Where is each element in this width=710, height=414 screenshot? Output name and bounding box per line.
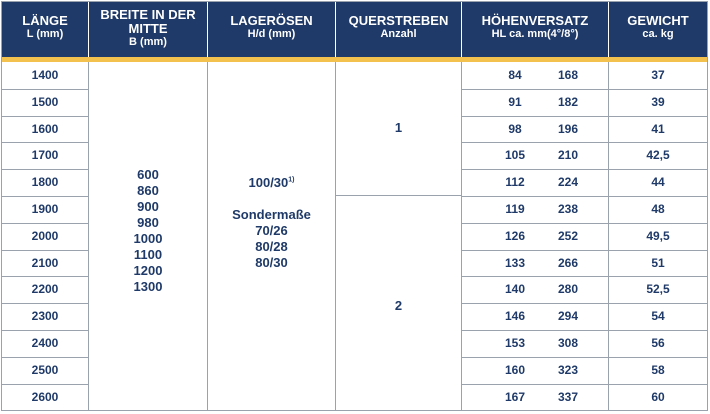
table-header xyxy=(2,2,707,57)
hl8-cell: 308 xyxy=(557,336,579,350)
header-accent-bar xyxy=(2,57,707,62)
laenge-cell: 2200 xyxy=(31,282,59,297)
lageroesen-special-value: 70/26 xyxy=(255,223,288,238)
lageroesen-special-title: Sondermaße xyxy=(232,207,311,222)
breite-value: 1300 xyxy=(133,279,163,294)
hl4-cell: 84 xyxy=(508,68,522,82)
header-breite xyxy=(89,2,207,57)
hl8-cell: 337 xyxy=(557,389,579,404)
header-gewicht-title: GEWICHT xyxy=(627,13,689,28)
lageroesen-footnote: 1) xyxy=(288,176,295,184)
hl4-cell: 98 xyxy=(508,121,522,136)
laenge-cell: 2400 xyxy=(31,336,59,350)
breite-value: 980 xyxy=(137,215,159,230)
header-hoehenversatz-sub: HL ca. mm(4°/8°) xyxy=(491,28,579,40)
header-gewicht xyxy=(609,2,707,57)
gewicht-cell: 49,5 xyxy=(646,228,670,243)
header-gewicht-sub: ca. kg xyxy=(642,28,674,40)
laenge-cell: 2100 xyxy=(31,255,59,270)
hl8-cell: 224 xyxy=(557,175,579,190)
gewicht-cell: 51 xyxy=(651,255,665,270)
lageroesen-special-value: 80/28 xyxy=(255,239,288,254)
header-lageroesen xyxy=(208,2,335,57)
header-hoehenversatz-title: HÖHENVERSATZ xyxy=(481,13,589,28)
spacer xyxy=(208,191,335,207)
laenge-cell: 2600 xyxy=(31,389,59,404)
hl4-cell: 119 xyxy=(505,202,525,216)
breite-value: 600 xyxy=(137,167,159,182)
header-laenge xyxy=(2,2,88,57)
hl8-cell: 252 xyxy=(557,228,579,243)
breite-value: 860 xyxy=(137,183,159,198)
querstreben-group-2: 2 xyxy=(394,298,403,313)
breiten-list xyxy=(89,167,207,295)
gewicht-cell: 42,5 xyxy=(646,148,670,163)
gewicht-cell: 39 xyxy=(651,94,665,109)
gewicht-cell: 52,5 xyxy=(646,282,670,297)
hl8-cell: 238 xyxy=(557,202,579,216)
spec-table xyxy=(1,1,708,411)
hl8-cell: 210 xyxy=(557,148,579,163)
hl8-cell: 182 xyxy=(557,94,579,109)
lageroesen-cell xyxy=(208,175,335,271)
lageroesen-special-value: 80/30 xyxy=(255,255,288,270)
hl8-cell: 280 xyxy=(557,282,579,297)
laenge-cell: 1400 xyxy=(31,68,59,82)
querstreben-group-1: 1 xyxy=(394,120,403,135)
breite-value: 1100 xyxy=(133,247,163,262)
gewicht-cell: 37 xyxy=(651,68,665,82)
laenge-cell: 2300 xyxy=(31,309,59,324)
laenge-cell: 1800 xyxy=(31,175,59,190)
header-lageroesen-sub: H/d (mm) xyxy=(247,28,296,40)
breite-value: 1000 xyxy=(133,231,163,246)
hl4-cell: 105 xyxy=(504,148,526,163)
lageroesen-main-value: 100/30 xyxy=(248,175,289,190)
header-querstreben xyxy=(336,2,461,57)
header-laenge-title: LÄNGE xyxy=(22,13,68,28)
header-breite-title1: BREITE IN DER xyxy=(100,7,196,22)
hl4-cell: 126 xyxy=(504,228,526,243)
gewicht-cell: 60 xyxy=(651,389,665,404)
laenge-cell: 1700 xyxy=(31,148,59,163)
hl4-cell: 133 xyxy=(504,255,526,270)
laenge-cell: 2000 xyxy=(31,228,59,243)
hl4-cell: 91 xyxy=(508,94,522,109)
hl8-cell: 294 xyxy=(557,309,579,324)
header-querstreben-title: QUERSTREBEN xyxy=(348,13,449,28)
header-laenge-sub: L (mm) xyxy=(26,28,64,40)
gewicht-cell: 58 xyxy=(651,362,665,377)
breite-value: 900 xyxy=(137,199,159,214)
hl8-cell: 266 xyxy=(557,255,579,270)
hl8-cell: 323 xyxy=(557,362,579,377)
header-hoehenversatz xyxy=(462,2,608,57)
gewicht-cell: 54 xyxy=(651,309,665,324)
gewicht-cell: 44 xyxy=(651,175,665,190)
header-breite-title2: MITTE xyxy=(128,21,168,36)
laenge-cell: 1900 xyxy=(31,202,59,216)
header-breite-sub: B (mm) xyxy=(129,36,167,48)
breite-value: 1200 xyxy=(133,263,163,278)
hl4-cell: 146 xyxy=(504,309,526,324)
querstreben-group-divider xyxy=(336,195,461,196)
lageroesen-main xyxy=(208,175,335,191)
column-divider xyxy=(335,62,336,410)
laenge-cell: 1500 xyxy=(31,94,59,109)
hl4-cell: 112 xyxy=(505,175,525,190)
hl8-cell: 168 xyxy=(557,68,579,82)
header-querstreben-sub: Anzahl xyxy=(380,28,417,40)
hl4-cell: 140 xyxy=(504,282,526,297)
header-lageroesen-title: LAGERÖSEN xyxy=(230,13,313,28)
gewicht-cell: 41 xyxy=(651,121,665,136)
laenge-cell: 2500 xyxy=(31,362,59,377)
laenge-cell: 1600 xyxy=(31,121,59,136)
hl4-cell: 153 xyxy=(504,336,526,350)
hl4-cell: 167 xyxy=(504,389,526,404)
hl4-cell: 160 xyxy=(504,362,526,377)
gewicht-cell: 56 xyxy=(651,336,665,350)
gewicht-cell: 48 xyxy=(651,202,665,216)
hl8-cell: 196 xyxy=(557,121,579,136)
